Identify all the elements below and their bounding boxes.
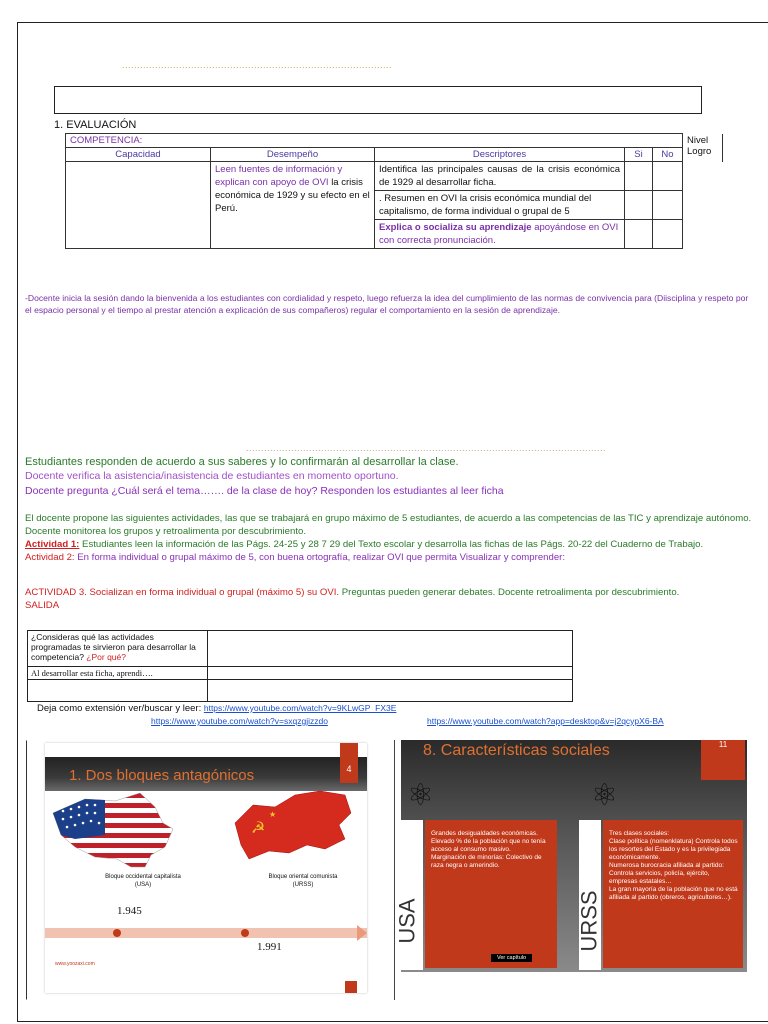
- header-capacidad: Capacidad: [66, 148, 211, 162]
- actividad-3: [25, 586, 765, 599]
- urss-bullet: Numerosa burocracia afiliada al partido: Controla servicios, policía, ejército, empresas estatales…: [609, 862, 724, 885]
- svg-text:★: ★: [269, 810, 277, 819]
- slide-canvas: [45, 743, 367, 993]
- si-cell: [625, 220, 653, 249]
- ver-capitulo-button[interactable]: Ver capítulo: [491, 954, 532, 962]
- descriptor-3-rest: apoyándose en OVI con correcta pronunciación.: [379, 222, 619, 246]
- saberes-block: [25, 455, 765, 498]
- slide-social-characteristics: [394, 740, 754, 1000]
- reflection-answer-1[interactable]: [208, 631, 573, 667]
- link-2[interactable]: https://www.youtube.com/watch?v=sxqzgjizzdo: [151, 716, 328, 726]
- east-block-label: Bloque oriental comunista (URSS): [268, 874, 338, 888]
- actividad-1: [25, 538, 765, 551]
- competencia-label: COMPETENCIA:: [66, 134, 683, 148]
- actividad-2-text: En forma individual o grupal máximo de 5, con buena ortografía, realizar OVI que permita Visualizar y comprender:: [74, 552, 566, 563]
- descriptor-2: . Resumen en OVI la crisis económica mundial del capitalismo, de forma individual o grupal de 5: [375, 191, 625, 220]
- west-block-label: Bloque occidental capitalista (USA): [105, 874, 181, 888]
- header-desempeno: Desempeño: [211, 148, 375, 162]
- header-descriptores: Descriptores: [375, 148, 625, 162]
- desempeno-cell: [211, 162, 375, 249]
- reflection-question-2: Al desarrollar esta ficha, aprendi….: [28, 667, 208, 680]
- desempeno-text-purple: Leen fuentes de información y explican con apoyo de OVI: [215, 164, 343, 188]
- dotted-line: ........................................................................................................................: [246, 443, 607, 453]
- q1-why: ¿Por qué?: [86, 652, 126, 662]
- usa-bullets-panel: [425, 820, 557, 968]
- slide-footer: www.yoozaxi.com: [55, 961, 95, 967]
- header-si: Si: [625, 148, 653, 162]
- usa-bullet: Grandes desigualdades económicas.: [431, 830, 538, 837]
- slide-page-number: 4: [340, 743, 358, 783]
- actividades-block: [25, 512, 765, 612]
- usa-side-panel: [401, 820, 423, 970]
- reflection-answer-2[interactable]: [208, 667, 573, 680]
- svg-text:☭: ☭: [251, 818, 266, 837]
- urss-bullets-panel: [603, 820, 743, 968]
- link-1[interactable]: https://www.youtube.com/watch?v=9KLwGP_FX3E: [203, 703, 397, 713]
- extension-label: Deja como extensión ver/buscar y leer:: [37, 703, 202, 714]
- section-title: 1. EVALUACIÓN: [54, 119, 137, 131]
- actividad-3-text: Preguntas pueden generar debates. Docente retroalimenta por descubrimiento.: [339, 587, 680, 598]
- capacidad-cell: [66, 162, 211, 249]
- no-cell: [653, 191, 683, 220]
- usa-bullet: Marginación de minorías: Colectivo de raza negra o amerindio.: [431, 854, 542, 869]
- nivel-logro: Nivel Logro: [683, 134, 723, 162]
- slide-two-blocks: [26, 740, 390, 1000]
- dotted-line: ..........................................................................................: [122, 60, 393, 70]
- link-3[interactable]: https://www.youtube.com/watch?app=desktop&v=j2qcypX6-BA: [427, 716, 664, 726]
- slide-title: 8. Características sociales: [423, 742, 610, 759]
- network-icon: ⚛: [407, 779, 434, 812]
- desempeno-text: la crisis económica de 1929 y su efecto en el Perú.: [215, 177, 370, 214]
- year-1991: 1.991: [257, 941, 282, 953]
- actividad-3-label: ACTIVIDAD 3. Socializan en forma individual o grupal (máximo 5) su OVI.: [25, 587, 340, 598]
- extension-line: [37, 703, 396, 714]
- actividad-1-label: Actividad 1:: [25, 539, 80, 550]
- descriptor-3-bold: Explica o socializa su aprendizaje: [379, 222, 532, 233]
- descriptor-1: Identifica las principales causas de la crisis económica de 1929 al desarrollar ficha.: [375, 162, 625, 191]
- slide-title: 1. Dos bloques antagónicos: [69, 767, 255, 784]
- si-cell: [625, 162, 653, 191]
- saberes-line-1: Estudiantes responden de acuerdo a sus saberes y lo confirmarán al desarrollar la clase.: [25, 456, 459, 468]
- no-cell: [653, 220, 683, 249]
- saberes-line-3: Docente pregunta ¿Cuál será el tema……. de la clase de hoy? Responden los estudiantes al leer ficha: [25, 485, 504, 497]
- header-no: No: [653, 148, 683, 162]
- descriptor-3: [375, 220, 625, 249]
- urss-bullet: Clase política (nomenklatura) Controla todos los resortes del Estado y es la privilegiada económicamente.: [609, 838, 738, 861]
- title-box: [54, 86, 702, 114]
- urss-bullet: Tres clases sociales:: [609, 830, 670, 837]
- reflection-question-1: [28, 631, 208, 667]
- network-icon: ⚛: [591, 779, 618, 812]
- usa-bullet: Elevado % de la población que no tenía acceso al consumo masivo.: [431, 838, 546, 853]
- reflection-blank: [28, 680, 208, 702]
- evaluation-table: [65, 133, 723, 249]
- q1-text: ¿Consideras qué las actividades programadas te sirvieron para desarrollar la competencia?: [31, 632, 196, 662]
- salida-label: SALIDA: [25, 600, 60, 611]
- no-cell: [653, 162, 683, 191]
- usa-label: USA: [394, 898, 420, 944]
- si-cell: [625, 191, 653, 220]
- saberes-line-2: Docente verifica la asistencia/inasistencia de estudiantes en momento oportuno.: [25, 470, 399, 482]
- intro-paragraph: -Docente inicia la sesión dando la bienvenida a los estudiantes con cordialidad y respeto, luego refuerza la idea del cumplimiento de las normas de convivencia para (Diisciplina y respeto por el espacio personal y el tiempo al prestar atención a explicación de sus compañeros) regular el comportamiento en la sesión de aprendizaje.: [25, 293, 749, 315]
- actividad-2-label: Actividad 2:: [25, 552, 75, 563]
- slide-canvas: [394, 740, 747, 972]
- slide-page-number: 11: [701, 740, 745, 780]
- reflection-table: [27, 630, 573, 702]
- year-1945: 1.945: [117, 905, 142, 917]
- urss-label: URSS: [576, 890, 602, 952]
- actividad-2: [25, 551, 765, 564]
- urss-bullet: La gran mayoría de la población que no está afiliada al partido (obreros, agricultores…).: [609, 886, 738, 901]
- actividad-1-text: Estudiantes leen la información de las Págs. 24-25 y 28 7 29 del Texto escolar y desarrolla las fichas de las Págs. 20-22 del Cuaderno de Trabajo.: [79, 539, 704, 550]
- actividades-intro: El docente propone las siguientes actividades, las que se trabajará en grupo máximo de 5 estudiantes, de acuerdo a las competencias de las TIC y aprendizaje autónomo. Docente monitorea los grupos y retroalimenta por descubrimiento.: [25, 513, 752, 537]
- reflection-answer-3[interactable]: [208, 680, 573, 702]
- blank-cell: [683, 162, 723, 249]
